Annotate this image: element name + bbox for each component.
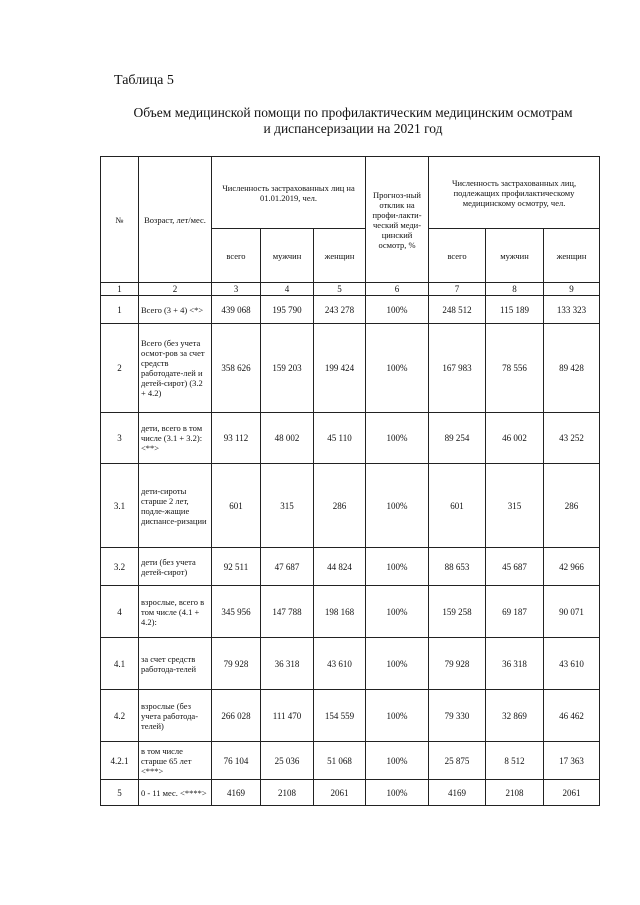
value-cell: 286 bbox=[544, 464, 600, 548]
table-row bbox=[101, 548, 600, 586]
row-number-cell: 5 bbox=[101, 780, 139, 806]
table-row bbox=[101, 324, 600, 413]
value-cell: 100% bbox=[366, 638, 429, 690]
row-age-cell: взрослые (без учета работода-телей) bbox=[139, 690, 212, 742]
value-cell: 4169 bbox=[429, 780, 486, 806]
value-cell: 601 bbox=[212, 464, 261, 548]
column-number: 9 bbox=[544, 283, 600, 296]
value-cell: 147 788 bbox=[261, 586, 314, 638]
value-cell: 4169 bbox=[212, 780, 261, 806]
value-cell: 100% bbox=[366, 548, 429, 586]
value-cell: 32 869 bbox=[486, 690, 544, 742]
row-number-cell: 3.1 bbox=[101, 464, 139, 548]
value-cell: 315 bbox=[486, 464, 544, 548]
column-number: 7 bbox=[429, 283, 486, 296]
header-insured-men: мужчин bbox=[261, 229, 314, 283]
row-number-cell: 3 bbox=[101, 413, 139, 464]
value-cell: 8 512 bbox=[486, 742, 544, 780]
value-cell: 100% bbox=[366, 296, 429, 324]
value-cell: 36 318 bbox=[486, 638, 544, 690]
row-number-cell: 1 bbox=[101, 296, 139, 324]
table-number: Таблица 5 bbox=[114, 73, 174, 88]
header-subject-group: Численность застрахованных лиц, подлежащих профилактическому медицинскому осмотру, чел. bbox=[429, 157, 600, 229]
table-row bbox=[101, 742, 600, 780]
medical-exam-table bbox=[100, 156, 600, 806]
value-cell: 248 512 bbox=[429, 296, 486, 324]
value-cell: 115 189 bbox=[486, 296, 544, 324]
column-number: 3 bbox=[212, 283, 261, 296]
header-insured-total: всего bbox=[212, 229, 261, 283]
row-age-cell: 0 - 11 мес. <****> bbox=[139, 780, 212, 806]
value-cell: 88 653 bbox=[429, 548, 486, 586]
value-cell: 89 428 bbox=[544, 324, 600, 413]
row-age-cell: Всего (3 + 4) <*> bbox=[139, 296, 212, 324]
row-age-cell: дети (без учета детей-сирот) bbox=[139, 548, 212, 586]
value-cell: 345 956 bbox=[212, 586, 261, 638]
value-cell: 69 187 bbox=[486, 586, 544, 638]
value-cell: 25 036 bbox=[261, 742, 314, 780]
value-cell: 111 470 bbox=[261, 690, 314, 742]
table-row bbox=[101, 464, 600, 548]
value-cell: 601 bbox=[429, 464, 486, 548]
value-cell: 92 511 bbox=[212, 548, 261, 586]
table-row bbox=[101, 413, 600, 464]
document-title bbox=[108, 105, 598, 137]
table-row bbox=[101, 586, 600, 638]
value-cell: 42 966 bbox=[544, 548, 600, 586]
value-cell: 43 610 bbox=[544, 638, 600, 690]
value-cell: 167 983 bbox=[429, 324, 486, 413]
row-age-cell: Всего (без учета осмот-ров за счет средств работодате-лей и детей-сирот) (3.2 + 4.2) bbox=[139, 324, 212, 413]
column-number: 8 bbox=[486, 283, 544, 296]
table-row bbox=[101, 638, 600, 690]
value-cell: 159 258 bbox=[429, 586, 486, 638]
row-number-cell: 2 bbox=[101, 324, 139, 413]
value-cell: 154 559 bbox=[314, 690, 366, 742]
value-cell: 100% bbox=[366, 586, 429, 638]
row-number-cell: 4.2 bbox=[101, 690, 139, 742]
value-cell: 133 323 bbox=[544, 296, 600, 324]
value-cell: 48 002 bbox=[261, 413, 314, 464]
value-cell: 25 875 bbox=[429, 742, 486, 780]
header-subject-women: женщин bbox=[544, 229, 600, 283]
row-age-cell: дети-сироты старше 2 лет, подле-жащие диспансе-ризации bbox=[139, 464, 212, 548]
value-cell: 2108 bbox=[261, 780, 314, 806]
value-cell: 47 687 bbox=[261, 548, 314, 586]
value-cell: 315 bbox=[261, 464, 314, 548]
value-cell: 100% bbox=[366, 690, 429, 742]
header-subject-men: мужчин bbox=[486, 229, 544, 283]
column-number: 2 bbox=[139, 283, 212, 296]
value-cell: 358 626 bbox=[212, 324, 261, 413]
value-cell: 90 071 bbox=[544, 586, 600, 638]
value-cell: 243 278 bbox=[314, 296, 366, 324]
value-cell: 43 610 bbox=[314, 638, 366, 690]
value-cell: 79 330 bbox=[429, 690, 486, 742]
value-cell: 46 002 bbox=[486, 413, 544, 464]
header-response: Прогноз-ный отклик на профи-лакти-ческий меди-цинский осмотр, % bbox=[366, 157, 429, 283]
value-cell: 46 462 bbox=[544, 690, 600, 742]
value-cell: 51 068 bbox=[314, 742, 366, 780]
value-cell: 89 254 bbox=[429, 413, 486, 464]
table-row bbox=[101, 690, 600, 742]
value-cell: 93 112 bbox=[212, 413, 261, 464]
value-cell: 2061 bbox=[314, 780, 366, 806]
value-cell: 159 203 bbox=[261, 324, 314, 413]
header-row-1 bbox=[101, 157, 600, 229]
value-cell: 100% bbox=[366, 464, 429, 548]
value-cell: 44 824 bbox=[314, 548, 366, 586]
value-cell: 79 928 bbox=[212, 638, 261, 690]
value-cell: 17 363 bbox=[544, 742, 600, 780]
table-row bbox=[101, 780, 600, 806]
value-cell: 43 252 bbox=[544, 413, 600, 464]
column-number: 4 bbox=[261, 283, 314, 296]
header-subject-total: всего bbox=[429, 229, 486, 283]
row-age-cell: дети, всего в том числе (3.1 + 3.2): <**> bbox=[139, 413, 212, 464]
value-cell: 199 424 bbox=[314, 324, 366, 413]
value-cell: 76 104 bbox=[212, 742, 261, 780]
row-number-cell: 3.2 bbox=[101, 548, 139, 586]
value-cell: 45 110 bbox=[314, 413, 366, 464]
value-cell: 439 068 bbox=[212, 296, 261, 324]
header-insured-women: женщин bbox=[314, 229, 366, 283]
value-cell: 100% bbox=[366, 780, 429, 806]
column-number: 6 bbox=[366, 283, 429, 296]
value-cell: 266 028 bbox=[212, 690, 261, 742]
row-number-cell: 4.2.1 bbox=[101, 742, 139, 780]
value-cell: 286 bbox=[314, 464, 366, 548]
column-number: 1 bbox=[101, 283, 139, 296]
row-age-cell: в том числе старше 65 лет <***> bbox=[139, 742, 212, 780]
value-cell: 100% bbox=[366, 413, 429, 464]
row-number-cell: 4 bbox=[101, 586, 139, 638]
table-row bbox=[101, 296, 600, 324]
header-insured-group: Численность застрахованных лиц на 01.01.2019, чел. bbox=[212, 157, 366, 229]
value-cell: 100% bbox=[366, 742, 429, 780]
value-cell: 198 168 bbox=[314, 586, 366, 638]
column-number: 5 bbox=[314, 283, 366, 296]
value-cell: 195 790 bbox=[261, 296, 314, 324]
header-age: Возраст, лет/мес. bbox=[139, 157, 212, 283]
value-cell: 100% bbox=[366, 324, 429, 413]
value-cell: 2108 bbox=[486, 780, 544, 806]
row-number-cell: 4.1 bbox=[101, 638, 139, 690]
title-line-1: Объем медицинской помощи по профилактическим медицинским осмотрам bbox=[133, 105, 573, 120]
value-cell: 78 556 bbox=[486, 324, 544, 413]
row-age-cell: за счет средств работода-телей bbox=[139, 638, 212, 690]
value-cell: 2061 bbox=[544, 780, 600, 806]
title-line-2: и диспансеризации на 2021 год bbox=[263, 121, 443, 136]
header-num: № bbox=[101, 157, 139, 283]
row-age-cell: взрослые, всего в том числе (4.1 + 4.2): bbox=[139, 586, 212, 638]
column-number-row bbox=[101, 283, 600, 296]
value-cell: 79 928 bbox=[429, 638, 486, 690]
value-cell: 45 687 bbox=[486, 548, 544, 586]
value-cell: 36 318 bbox=[261, 638, 314, 690]
